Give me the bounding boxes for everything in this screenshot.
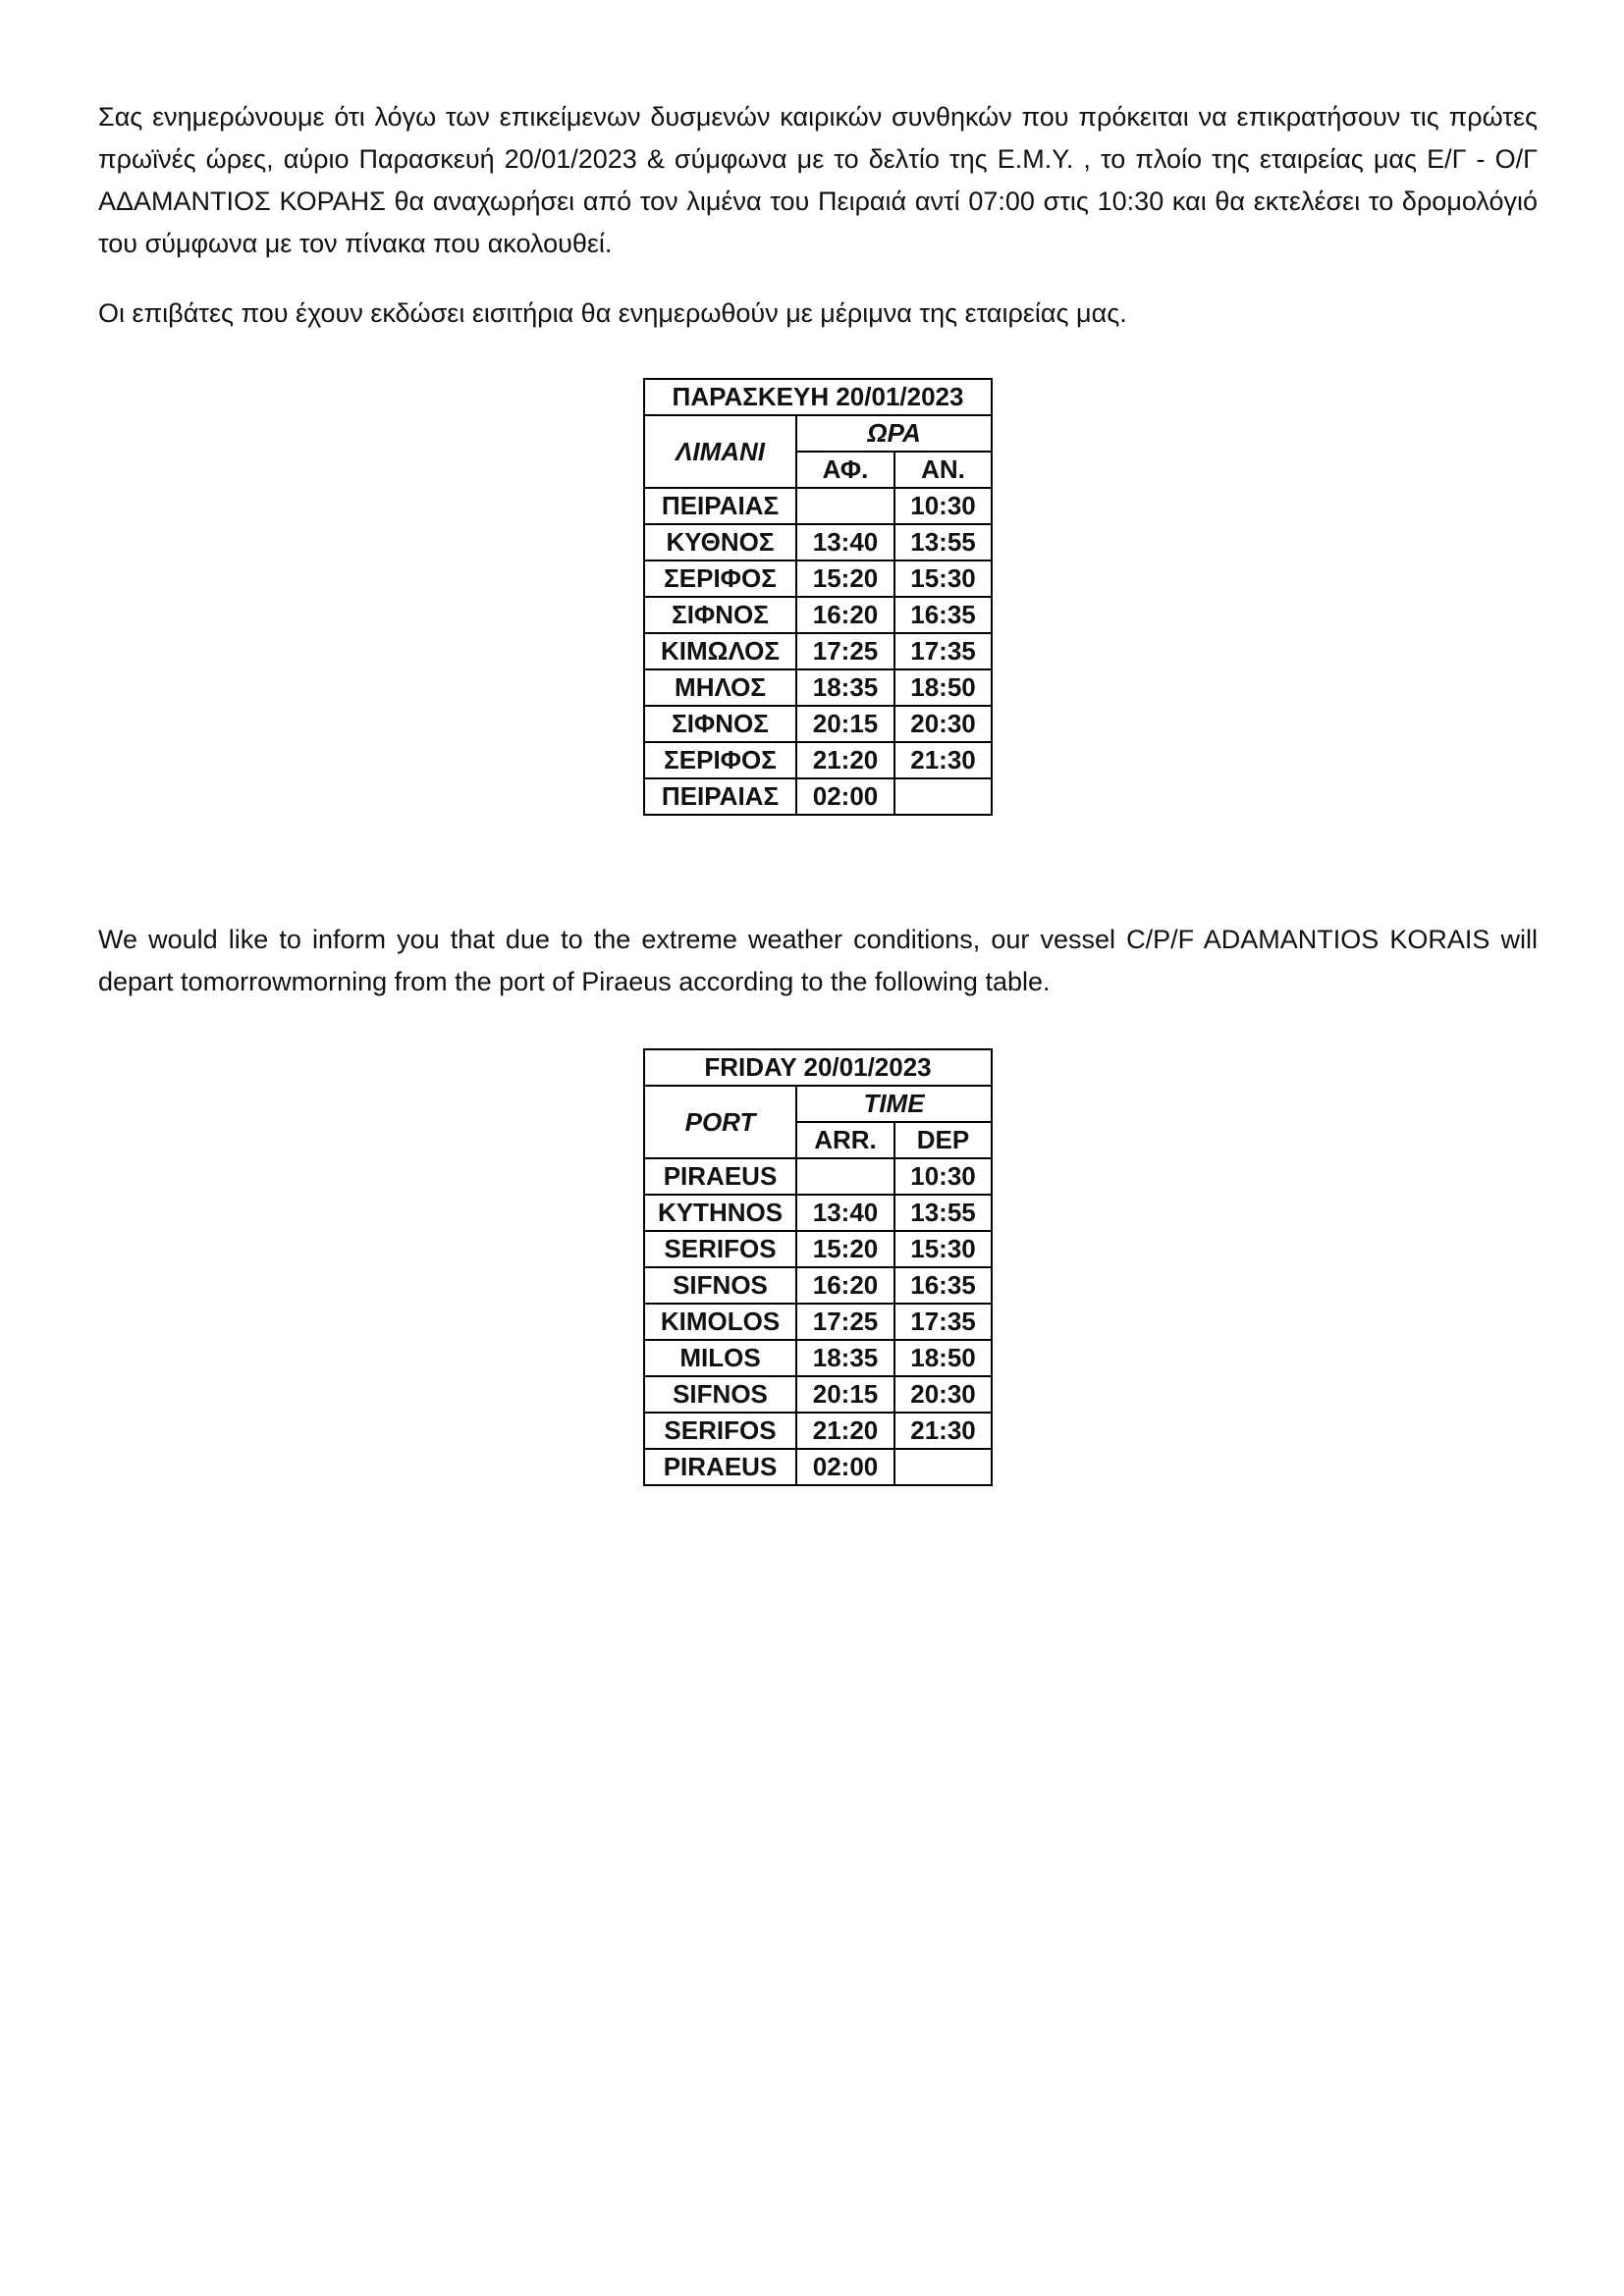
arrival-cell: 16:20 <box>796 1267 894 1304</box>
port-cell: PIRAEUS <box>644 1449 796 1485</box>
table-row <box>644 1195 992 1231</box>
port-cell: SERIFOS <box>644 1231 796 1267</box>
arrival-cell: 17:25 <box>796 633 894 669</box>
greek-table-header-row <box>644 415 992 452</box>
table-row <box>644 633 992 669</box>
departure-cell: 21:30 <box>894 1413 992 1449</box>
greek-time-header: ΩΡΑ <box>796 415 992 452</box>
departure-cell: 15:30 <box>894 561 992 597</box>
english-port-header: PORT <box>644 1086 796 1158</box>
departure-cell: 17:35 <box>894 1304 992 1340</box>
departure-cell: 16:35 <box>894 1267 992 1304</box>
table-row <box>644 561 992 597</box>
port-cell: MILOS <box>644 1340 796 1376</box>
departure-cell: 13:55 <box>894 1195 992 1231</box>
table-row <box>644 524 992 561</box>
english-dep-header: DEP <box>894 1122 992 1158</box>
port-cell: PIRAEUS <box>644 1158 796 1195</box>
english-table-title-row <box>644 1049 992 1086</box>
greek-arr-header: ΑΦ. <box>796 452 894 488</box>
port-cell: SERIFOS <box>644 1413 796 1449</box>
table-row <box>644 1231 992 1267</box>
table-row <box>644 669 992 706</box>
departure-cell: 21:30 <box>894 742 992 778</box>
english-time-header: TIME <box>796 1086 992 1122</box>
port-cell: KYTHNOS <box>644 1195 796 1231</box>
arrival-cell: 20:15 <box>796 706 894 742</box>
departure-cell: 10:30 <box>894 1158 992 1195</box>
port-cell: KIMOLOS <box>644 1304 796 1340</box>
port-cell: SIFNOS <box>644 1376 796 1413</box>
greek-table-title-row <box>644 379 992 415</box>
english-table-title: FRIDAY 20/01/2023 <box>644 1049 992 1086</box>
greek-dep-header: ΑΝ. <box>894 452 992 488</box>
port-cell: ΠΕΙΡΑΙΑΣ <box>644 778 796 815</box>
arrival-cell <box>796 1158 894 1195</box>
english-notice-paragraph: We would like to inform you that due to the extreme weather conditions, our vessel C/P/F ADAMANTIOS KORAIS will depart tomorrowmorning from the port of Piraeus according to the following table. <box>98 925 1538 996</box>
greek-table-title: ΠΑΡΑΣΚΕΥΗ 20/01/2023 <box>644 379 992 415</box>
port-cell: ΠΕΙΡΑΙΑΣ <box>644 488 796 524</box>
port-cell: ΜΗΛΟΣ <box>644 669 796 706</box>
port-cell: ΣΙΦΝΟΣ <box>644 597 796 633</box>
greek-passenger-paragraph: Οι επιβάτες που έχουν εκδώσει εισιτήρια θα ενημερωθούν με μέριμνα της εταιρείας μας. <box>98 298 1127 328</box>
departure-cell: 10:30 <box>894 488 992 524</box>
english-arr-header: ARR. <box>796 1122 894 1158</box>
departure-cell <box>894 778 992 815</box>
table-row <box>644 1413 992 1449</box>
arrival-cell: 15:20 <box>796 1231 894 1267</box>
arrival-cell: 02:00 <box>796 778 894 815</box>
table-row <box>644 742 992 778</box>
greek-schedule-table <box>643 378 993 816</box>
table-row <box>644 1376 992 1413</box>
arrival-cell: 20:15 <box>796 1376 894 1413</box>
port-cell: ΣΕΡΙΦΟΣ <box>644 742 796 778</box>
arrival-cell: 21:20 <box>796 1413 894 1449</box>
arrival-cell: 13:40 <box>796 524 894 561</box>
table-row <box>644 706 992 742</box>
arrival-cell: 02:00 <box>796 1449 894 1485</box>
port-cell: ΣΙΦΝΟΣ <box>644 706 796 742</box>
arrival-cell: 21:20 <box>796 742 894 778</box>
departure-cell: 16:35 <box>894 597 992 633</box>
port-cell: SIFNOS <box>644 1267 796 1304</box>
greek-port-header: ΛΙΜΑΝΙ <box>644 415 796 488</box>
table-row <box>644 1158 992 1195</box>
table-row <box>644 1449 992 1485</box>
port-cell: ΣΕΡΙΦΟΣ <box>644 561 796 597</box>
departure-cell <box>894 1449 992 1485</box>
arrival-cell: 18:35 <box>796 1340 894 1376</box>
port-cell: ΚΙΜΩΛΟΣ <box>644 633 796 669</box>
arrival-cell: 16:20 <box>796 597 894 633</box>
table-row <box>644 1267 992 1304</box>
departure-cell: 15:30 <box>894 1231 992 1267</box>
table-row <box>644 488 992 524</box>
departure-cell: 13:55 <box>894 524 992 561</box>
table-row <box>644 778 992 815</box>
departure-cell: 20:30 <box>894 706 992 742</box>
arrival-cell: 18:35 <box>796 669 894 706</box>
table-row <box>644 1304 992 1340</box>
departure-cell: 17:35 <box>894 633 992 669</box>
departure-cell: 20:30 <box>894 1376 992 1413</box>
arrival-cell: 15:20 <box>796 561 894 597</box>
arrival-cell: 17:25 <box>796 1304 894 1340</box>
table-row <box>644 597 992 633</box>
arrival-cell <box>796 488 894 524</box>
departure-cell: 18:50 <box>894 1340 992 1376</box>
greek-notice-paragraph: Σας ενημερώνουμε ότι λόγω των επικείμενων δυσμενών καιρικών συνθηκών που πρόκειται να επικρατήσουν τις πρώτες πρωϊνές ώρες, αύριο Παρασκευή 20/01/2023 & σύμφωνα με το δελτίο της Ε.Μ.Υ. , το πλοίο της εταιρείας μας Ε/Γ - Ο/Γ ΑΔΑΜΑΝΤΙΟΣ ΚΟΡΑΗΣ θα αναχωρήσει από τον λιμένα του Πειραιά αντί 07:00 στις 10:30 και θα εκτελέσει το δρομολόγιό του σύμφωνα με τον πίνακα που ακολουθεί. <box>98 102 1538 258</box>
port-cell: ΚΥΘΝΟΣ <box>644 524 796 561</box>
english-schedule-table <box>643 1048 993 1486</box>
english-table-header-row <box>644 1086 992 1122</box>
departure-cell: 18:50 <box>894 669 992 706</box>
arrival-cell: 13:40 <box>796 1195 894 1231</box>
table-row <box>644 1340 992 1376</box>
